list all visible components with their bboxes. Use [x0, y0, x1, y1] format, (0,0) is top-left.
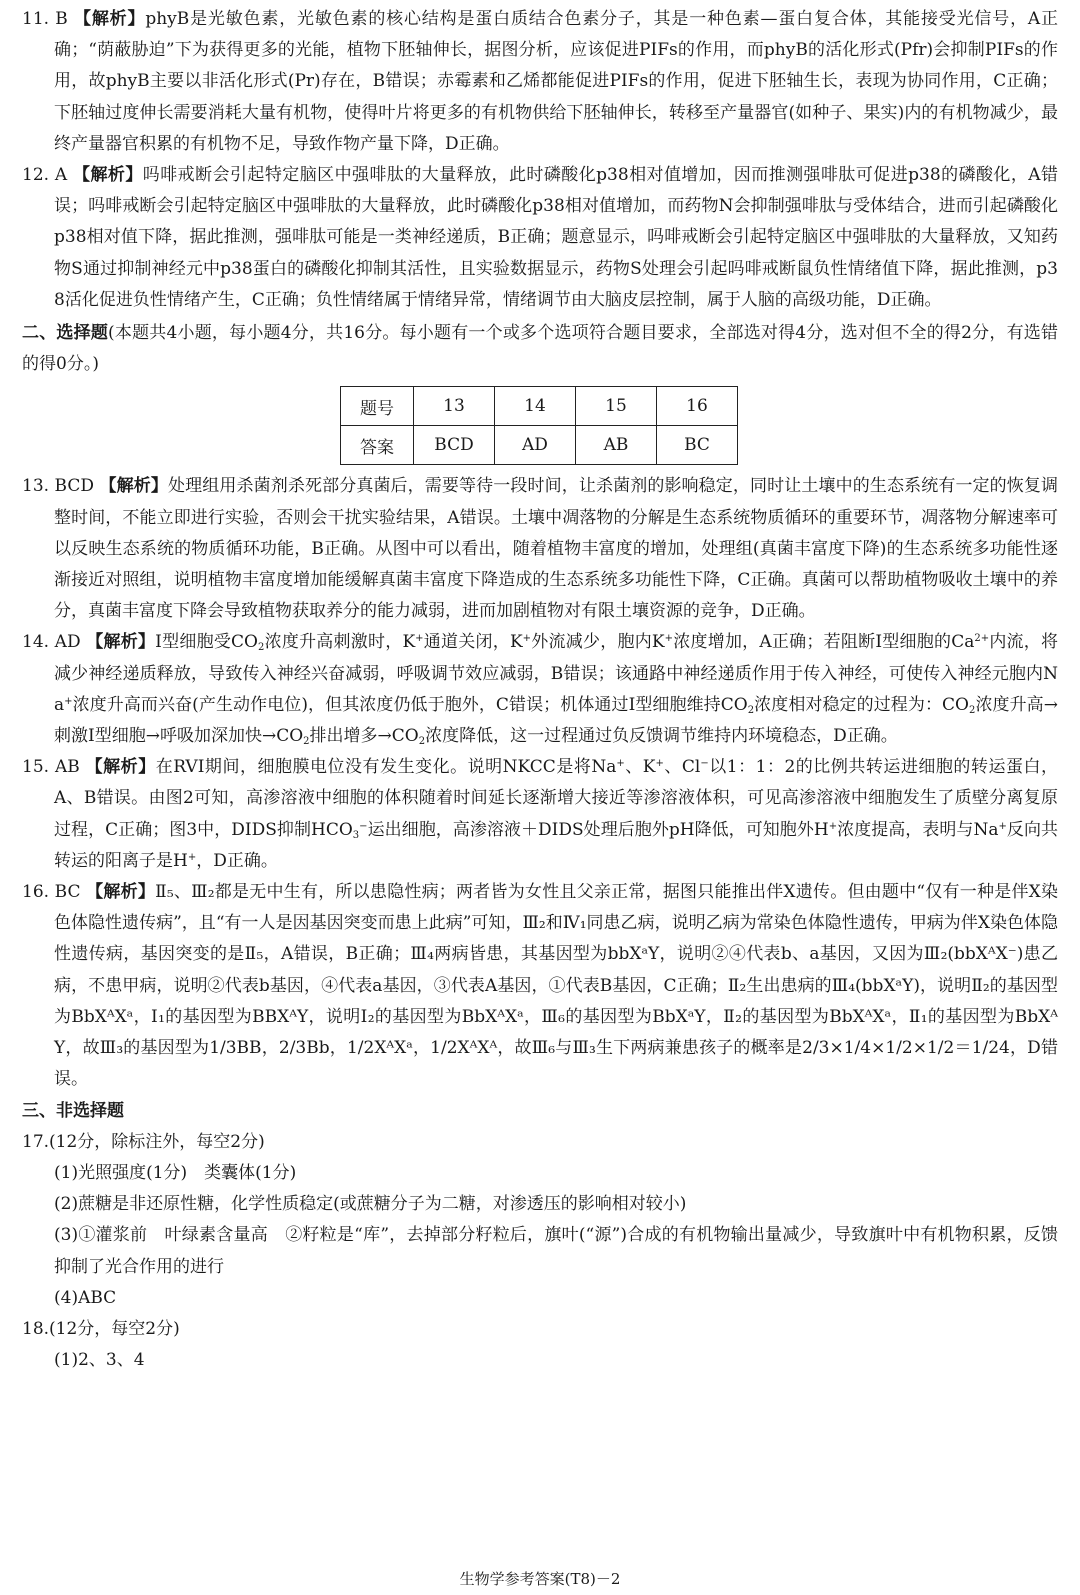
page-footer: 生物学参考答案(T8)－2	[459, 1570, 621, 1588]
table-header-cell: 题号	[341, 387, 414, 426]
answer-14: 14. AD 【解析】Ⅰ型细胞受$CO_2$浓度升高刺激时，K+通道关闭，K+外流减少，胞内K+浓度增加，A正确；若阻断Ⅰ型细胞的$Ca^{2+}$内流，将减少神经递质释放，导致传入神经兴奋减弱，呼吸调节效应减弱，B错误；该通路中神经递质作用于传入神经，可使传入神经元胞内Na+浓度升高而兴奋(产生动作电位)，但其浓度仍低于胞外，C错误；机体通过Ⅰ型细胞维持$CO_2$浓度相对稳定的过程为：$CO_2$浓度升高→刺激Ⅰ型细胞→呼吸加深加快$\to CO_2$排出增多$\to CO_2$浓度降低，这一过程通过负反馈调节维持内环境稳态，D正确。	[22, 632, 1059, 748]
table-cell: AD	[495, 426, 576, 465]
answer-17-part-4: (4)ABC	[54, 1287, 117, 1308]
table-cell: 15	[576, 387, 657, 426]
analysis-tag: 【解析】	[74, 9, 146, 29]
analysis-tag: 【解析】	[85, 757, 156, 778]
section-3-heading	[22, 1096, 1058, 1127]
answer-17-part-2: (2)蔗糖是非还原性糖，化学性质稳定(或蔗糖分子为二糖，对渗透压的影响相对较小)	[54, 1194, 687, 1215]
table-cell: 14	[495, 387, 576, 426]
analysis-tag: 【解析】	[86, 632, 156, 653]
table-row	[341, 387, 738, 426]
analysis-tag: 【解析】	[99, 476, 169, 497]
answer-table	[340, 386, 738, 465]
table-cell: 16	[657, 387, 738, 426]
table-cell: BCD	[414, 426, 495, 465]
answer-17-head: 17.(12分，除标注外，每空2分)	[22, 1131, 265, 1152]
answer-13: 13. BCD 【解析】处理组用杀菌剂杀死部分真菌后，需要等待一段时间，让杀菌剂的影响稳定，同时让土壤中的生态系统有一定的恢复调整时间，不能立即进行实验，否则会干扰实验结果，A错误。土壤中凋落物的分解是生态系统物质循环的重要环节，凋落物分解速率可以反映生态系统的物质循环功能，B正确。从图中可以看出，随着植物丰富度的增加，处理组(真菌丰富度下降)的生态系统多功能性逐渐接近对照组，说明植物丰富度增加能缓解真菌丰富度下降造成的生态系统多功能性下降，C正确。真菌可以帮助植物吸收土壤中的养分，真菌丰富度下降会导致植物获取养分的能力减弱，进而加剧植物对有限土壤资源的竞争，D正确。	[22, 476, 1059, 622]
table-cell: 13	[414, 387, 495, 426]
table-header-cell: 答案	[341, 426, 414, 465]
answer-15: 15. AB 【解析】在RVI期间，细胞膜电位没有发生变化。说明NKCC是将Na+、K+、Cl−以1：1：2的比例共转运进细胞的转运蛋白，A、B错误。由图2可知，高渗溶液中细胞的体积随着时间延长逐渐增大接近等渗溶液体积，可见高渗溶液中细胞发生了质壁分离复原过程，C正确；图3中，DIDS抑制$HCO_3^-$运出细胞，高渗溶液＋DIDS处理后胞外pH降低，可知胞外H+浓度提高，表明与Na+反向共转运的阳离子是H+，D正确。	[22, 757, 1058, 871]
answer-12: 12. A 【解析】吗啡戒断会引起特定脑区中强啡肽的大量释放，此时磷酸化p38相对值增加，因而推测强啡肽可促进p38的磷酸化，A错误；吗啡戒断会引起特定脑区中强啡肽的大量释放，此时磷酸化p38相对值增加，而药物N会抑制强啡肽与受体结合，进而引起磷酸化p38相对值下降，据此推测，强啡肽可能是一类神经递质，B正确；题意显示，吗啡戒断会引起特定脑区中强啡肽的大量释放，又知药物S通过抑制神经元中p38蛋白的磷酸化抑制其活性，且实验数据显示，药物S处理会引起吗啡戒断鼠负性情绪值下降，据此推测，p38活化促进负性情绪产生，C正确；负性情绪属于情绪异常，情绪调节由大脑皮层控制，属于人脑的高级功能，D正确。	[22, 165, 1058, 310]
section-heading: 二、选择题	[22, 323, 109, 344]
answer-18-part-1: (1)2、3、4	[54, 1350, 145, 1371]
answer-18-head: 18.(12分，每空2分)	[22, 1318, 180, 1339]
answer-17-part-1: (1)光照强度(1分) 类囊体(1分)	[54, 1162, 297, 1183]
analysis-tag: 【解析】	[86, 882, 156, 903]
answer-16: 16. BC 【解析】Ⅱ₅、Ⅲ₂都是无中生有，所以患隐性病；两者皆为女性且父亲正常，据图只能推出伴X遗传。但由题中“仅有一种是伴X染色体隐性遗传病”，且“有一人是因基因突变而患上此病”可知，Ⅲ₂和Ⅳ₁同患乙病，说明乙病为常染色体隐性遗传，甲病为伴X染色体隐性遗传病，基因突变的是Ⅱ₅，A错误，B正确；Ⅲ₄两病皆患，其基因型为bbXᵃY，说明②④代表b、a基因，又因为Ⅲ₂(bbXᴬX⁻)患乙病，不患甲病，说明②代表b基因，④代表a基因，③代表A基因，①代表B基因，C正确；Ⅱ₂生出患病的Ⅲ₄(bbXᵃY)，说明Ⅱ₂的基因型为BbXᴬXᵃ，Ⅰ₁的基因型为BBXᴬY，说明Ⅰ₂的基因型为BbXᴬXᵃ，Ⅲ₆的基因型为BbXᵃY，Ⅱ₂的基因型为BbXᴬXᵃ，Ⅱ₁的基因型为BbXᴬY，故Ⅲ₃的基因型为1/3BB，2/3Bb，1/2XᴬXᵃ，1/2XᴬXᴬ，故Ⅲ₆与Ⅲ₃生下两病兼患孩子的概率是2/3×1/4×1/2×1/2＝1/24，D错误。	[22, 882, 1059, 1090]
table-cell: BC	[657, 426, 738, 465]
table-row	[341, 426, 738, 465]
section-heading: 三、非选择题	[22, 1100, 124, 1121]
answer-11: 11. B 【解析】phyB是光敏色素，光敏色素的核心结构是蛋白质结合色素分子，其是一种色素—蛋白复合体，其能接受光信号，A正确；“荫蔽胁迫”下为获得更多的光能，植物下胚轴伸长，据图分析，应该促进PIFs的作用，而phyB的活化形式(Pfr)会抑制PIFs的作用，故phyB主要以非活化形式(Pr)存在，B错误；赤霉素和乙烯都能促进PIFs的作用，促进下胚轴生长，表现为协同作用，C正确；下胚轴过度伸长需要消耗大量有机物，使得叶片将更多的有机物供给下胚轴伸长，转移至产量器官(如种子、果实)内的有机物减少，最终产量器官积累的有机物不足，导致作物产量下降，D正确。	[22, 9, 1059, 154]
analysis-tag: 【解析】	[73, 165, 143, 186]
answer-17-part-3: (3)①灌浆前 叶绿素含量高 ②籽粒是“库”，去掉部分籽粒后，旗叶(“源”)合成的有机物输出量减少，导致旗叶中有机物积累，反馈抑制了光合作用的进行	[54, 1225, 1058, 1277]
table-cell: AB	[576, 426, 657, 465]
section-2-intro: 二、选择题(本题共4小题，每小题4分，共16分。每小题有一个或多个选项符合题目要求，全部选对得4分，选对但不全的得2分，有选错的得0分。)	[22, 323, 1059, 375]
